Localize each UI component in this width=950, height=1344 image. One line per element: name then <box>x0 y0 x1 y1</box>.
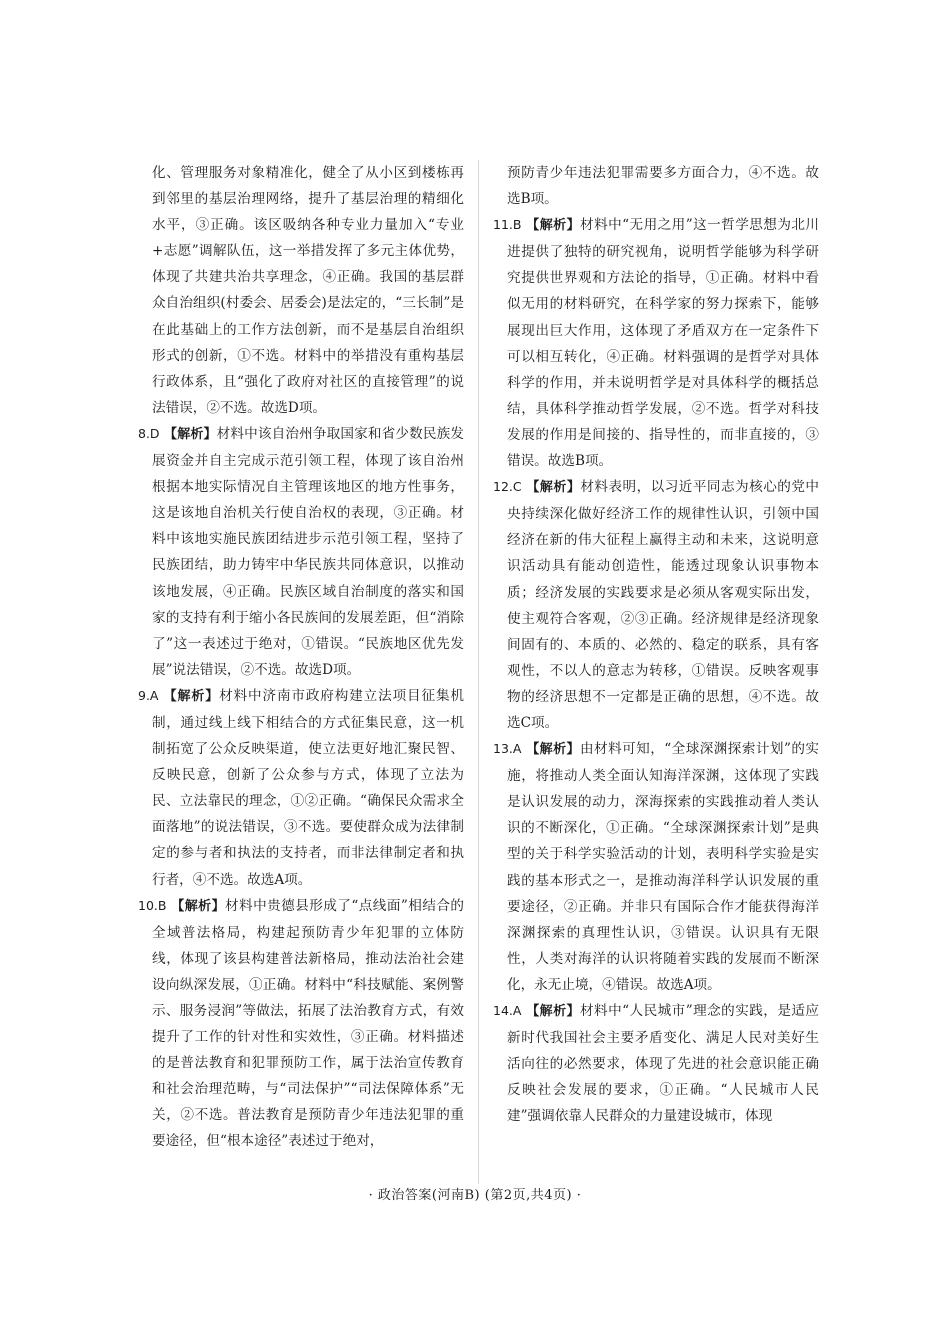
item-text: 材料中“人民城市”理念的实践，是适应新时代我国社会主要矛盾变化、满足人民对美好生活向往的必然要求，体现了先进的社会意识能正确反映社会发展的要求，①正确。“人民城市人民建”强调依靠人民群众的力量建设城市，体现 <box>507 1003 819 1125</box>
item-text: 材料中“无用之用”这一哲学思想为北川进提供了独特的研究视角，说明哲学能够为科学研究提供世界观和方法论的指导，①正确。材料中看似无用的材料研究，在科学家的努力探索下，能够展现出巨大作用，这体现了矛盾双方在一定条件下可以相互转化，④正确。材料强调的是哲学对具体科学的作用，并未说明哲学是对具体科学的概括总结，具体科学推动哲学发展，②不选。哲学对科技发展的作用是间接的、指导性的，而非直接的，③错误。故选B项。 <box>507 217 819 470</box>
answer-item-14 <box>493 998 819 1129</box>
answer-item-8 <box>138 421 464 683</box>
item-number: 10.B <box>138 897 167 913</box>
item-number: 12.C <box>493 479 522 495</box>
analysis-tag: 【解析】 <box>526 742 581 758</box>
answer-item-12 <box>493 474 819 736</box>
item-number: 14.A <box>493 1003 522 1018</box>
analysis-tag: 【解析】 <box>164 426 217 442</box>
item-number: 8.D <box>138 425 160 441</box>
answer-item-13 <box>493 736 819 998</box>
item-number: 11.B <box>493 217 522 233</box>
item-text: 材料中贵德县形成了“点线面”相结合的全域普法格局，构建起预防青少年犯罪的立体防线，体现了该县构建普法新格局，推动法治社会建设向纵深发展，①正确。材料中“科技赋能、案例警示、服务浸润”等做法，拓展了法治教育方式，有效提升了工作的针对性和实效性，③正确。材料描述的是普法教育和犯罪预防工作，属于法治宣传教育和社会治理范畴，与“司法保护”“司法保障体系”无关，②不选。普法教育是预防青少年违法犯罪的重要途径，但“根本途径”表述过于绝对， <box>152 897 464 1150</box>
answer-item-9 <box>138 683 464 893</box>
item-text: 由材料可知，“全球深渊探索计划”的实施，将推动人类全面认知海洋深渊，这体现了实践是认识发展的动力，深海探索的实践推动着人类认识的不断深化，①正确。“全球深渊探索计划”是典型的关于科学实验活动的计划，表明科学实验是实践的基本形式之一，是推动海洋科学认识发展的重要途径，②正确。并非只有国际合作才能获得海洋深渊探索的真理性认识，③错误。认识具有无限性，人类对海洋的认识将随着实践的发展而不断深化，永无止境，④错误。故选A项。 <box>507 741 819 993</box>
analysis-tag: 【解析】 <box>526 218 581 234</box>
analysis-tag: 【解析】 <box>163 688 220 704</box>
left-column <box>138 160 464 1155</box>
item-text: 材料中济南市政府构建立法项目征集机制，通过线上线下相结合的方式征集民意，这一机制拓宽了公众反映渠道，使立法更好地汇聚民智、反映民意，创新了公众参与方式，体现了立法为民、立法靠民的理念，①②正确。“确保民众需求全面落地”的说法错误，③不选。要使群众成为法律制定的参与者和执法的支持者，而非法律制定者和执行者，④不选。故选A项。 <box>152 687 464 888</box>
item-10-continuation: 预防青少年违法犯罪需要多方面合力，④不选。故选B项。 <box>507 165 819 208</box>
item-number: 13.A <box>493 741 522 757</box>
analysis-tag: 【解析】 <box>526 480 581 496</box>
item-number: 9.A <box>138 687 159 703</box>
item-text: 材料表明，以习近平同志为核心的党中央持续深化做好经济工作的规律性认识，引领中国经济在新的伟大征程上赢得主动和未来，这说明意识活动具有能动创造性，能透过现象认识事物本质；经济发展的实践要求是必须从客观实际出发，使主观符合客观，②③正确。经济规律是经济现象间固有的、本质的、必然的、稳定的联系，具有客观性，不以人的意志为转移，①错误。反映客观事物的经济思想不一定都是正确的思想，④不选。故选C项。 <box>507 479 819 731</box>
analysis-tag: 【解析】 <box>171 898 226 914</box>
column-divider <box>478 160 479 1184</box>
page-footer: · 政治答案(河南B) (第2页,共4页) · <box>368 1188 582 1203</box>
right-column <box>493 160 819 1129</box>
item-text: 材料中该自治州争取国家和省少数民族发展资金并自主完成示范引领工程，体现了该自治州根据本地实际情况自主管理该地区的地方性事务，这是该地自治机关行使自治权的表现，③正确。材料中该地实施民族团结进步示范引领工程，坚持了民族团结，助力铸牢中华民族共同体意识，以推动该地发展，④正确。民族区域自治制度的落实和国家的支持有利于缩小各民族间的发展差距，但“消除了”这一表述过于绝对，①错误。“民族地区优先发展”说法错误，②不选。故选D项。 <box>152 425 464 678</box>
analysis-tag: 【解析】 <box>526 1004 581 1019</box>
item-7-continuation: 化、管理服务对象精准化，健全了从小区到楼栋再到邻里的基层治理网络，提升了基层治理的精细化水平，③正确。该区吸纳各种专业力量加入“专业+志愿”调解队伍，这一举措发挥了多元主体优势，体现了共建共治共享理念，④正确。我国的基层群众自治组织(村委会、居委会)是法定的，“三长制”是在此基础上的工作方法创新，而不是基层自治组织形式的创新，①不选。材料中的举措没有重构基层行政体系，且“强化了政府对社区的直接管理”的说法错误，②不选。故选D项。 <box>152 165 464 416</box>
answer-item-10 <box>138 893 464 1155</box>
answer-item-11 <box>493 212 819 474</box>
